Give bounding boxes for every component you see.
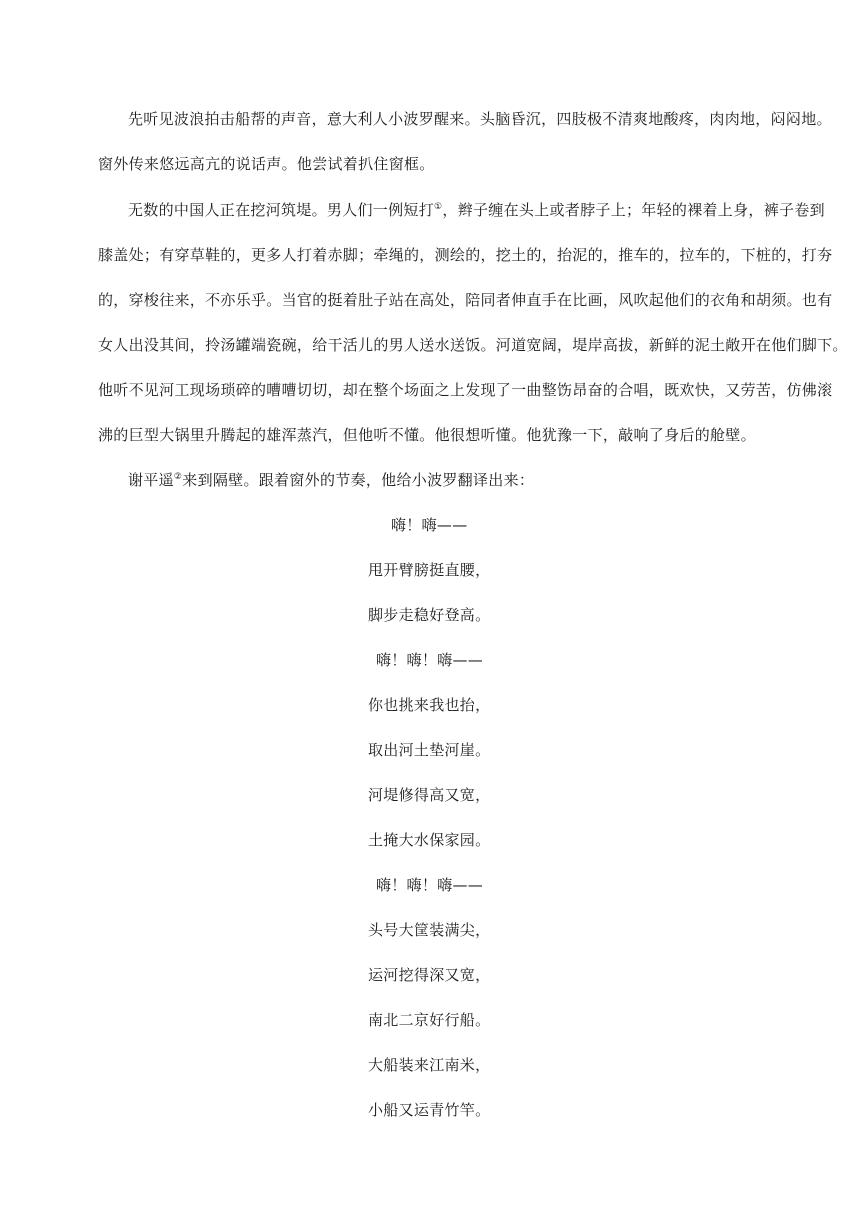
poem-line: 小船又运青竹竿。 (368, 1101, 491, 1119)
paragraph-2-line-2: 膝盖处；有穿草鞋的，更多人打着赤脚；牵绳的，测绘的，挖土的，抬泥的，推车的，拉车的，下桩的，打夯 (98, 246, 833, 264)
poem-line: 嗨！嗨！嗨—— (376, 651, 484, 669)
footnote-marker-1: ① (434, 202, 443, 212)
poem-line: 运河挖得深又宽， (368, 966, 491, 984)
paragraph-1-line-1: 先听见波浪拍击船帮的声音，意大利人小波罗醒来。头脑昏沉，四肢极不清爽地酸疼，肉肉地，闷闷地。 (128, 110, 832, 128)
poem-line: 脚步走稳好登高。 (368, 606, 491, 624)
paragraph-2-line-6: 沸的巨型大锅里升腾起的雄浑蒸汽，但他听不懂。他很想听懂。他犹豫一下，敲响了身后的舱壁。 (98, 426, 756, 444)
poem-line: 取出河土垫河崖。 (368, 741, 491, 759)
paragraph-2-line-4: 女人出没其间，拎汤罐端瓷碗，给干活儿的男人送水送饭。河道宽阔，堤岸高拔，新鲜的泥土敞开在他们脚下。 (98, 336, 848, 354)
poem-line: 你也挑来我也抬， (368, 696, 491, 714)
poem-line: 南北二京好行船。 (368, 1011, 491, 1029)
poem-line: 土掩大水保家园。 (368, 831, 491, 849)
poem-line: 甩开臂膀挺直腰， (368, 561, 491, 579)
paragraph-2-line-5: 他听不见河工现场琐碎的嘈嘈切切，却在整个场面之上发现了一曲整饬昂奋的合唱，既欢快，又劳苦，仿佛滚 (98, 381, 833, 399)
paragraph-2-line-3: 的，穿梭往来，不亦乐乎。当官的挺着肚子站在高处，陪同者伸直手在比画，风吹起他们的衣角和胡须。也有 (98, 291, 833, 309)
paragraph-1-line-2: 窗外传来悠远高亢的说话声。他尝试着扒住窗框。 (98, 155, 435, 173)
poem-line: 河堤修得高又宽， (368, 786, 491, 804)
paragraph-2-line-1: 无数的中国人正在挖河筑堤。男人们一例短打①，辫子缠在头上或者脖子上；年轻的裸着上身，裤子卷到 (128, 201, 825, 219)
poem-line: 头号大筐装满尖， (368, 921, 491, 939)
poem-line: 嗨！嗨！嗨—— (376, 876, 484, 894)
footnote-marker-2: ② (173, 472, 183, 482)
poem-line: 大船装来江南米， (368, 1056, 491, 1074)
paragraph-3-line-1: 谢平遥②来到隔壁。跟着窗外的节奏，他给小波罗翻译出来： (128, 471, 535, 489)
poem-line: 嗨！嗨—— (391, 516, 468, 534)
